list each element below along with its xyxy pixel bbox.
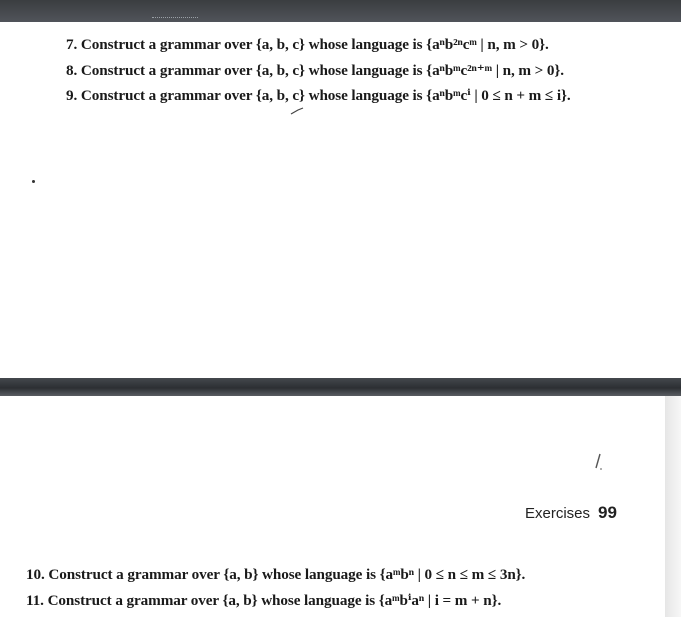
exercise-text: Construct a grammar over {a, b, c} whose language is {aⁿbᵐc²ⁿ⁺ᵐ | n, m > 0}.	[80, 62, 564, 79]
stray-dot-mark	[32, 180, 35, 183]
running-head: Exercises	[525, 505, 591, 522]
window-top-bar	[0, 0, 681, 22]
exercise-7	[66, 36, 549, 54]
exercise-8	[66, 61, 564, 80]
exercise-number: 7.	[66, 36, 78, 53]
exercise-text: Construct a grammar over {a, b, c} whose language is {aⁿbᵐcⁱ | 0 ≤ n + m ≤ i}.	[80, 87, 571, 104]
exercise-number: 9.	[66, 87, 78, 104]
exercise-text: Construct a grammar over {a, b} whose language is {aᵐbⁿ | 0 ≤ n ≤ m ≤ 3n}.	[48, 566, 526, 583]
exercise-text: Construct a grammar over {a, b, c} whose language is {aⁿb²ⁿcᵐ | n, m > 0}.	[80, 36, 549, 53]
exercise-11	[26, 591, 501, 610]
exercise-number: 10.	[26, 566, 45, 583]
exercise-text: Construct a grammar over {a, b} whose language is {aᵐbⁱaⁿ | i = m + n}.	[47, 592, 502, 609]
exercise-number: 11.	[26, 592, 44, 609]
exercise-number: 8.	[66, 62, 78, 79]
top-bar-mark	[152, 17, 198, 21]
page-divider	[0, 378, 681, 396]
exercise-10	[26, 566, 525, 584]
exercise-9	[66, 86, 571, 105]
pen-tick-mark	[290, 107, 304, 115]
page-edge-shadow	[665, 396, 681, 617]
page-number: 99	[598, 503, 617, 522]
pencil-mark	[592, 452, 604, 472]
